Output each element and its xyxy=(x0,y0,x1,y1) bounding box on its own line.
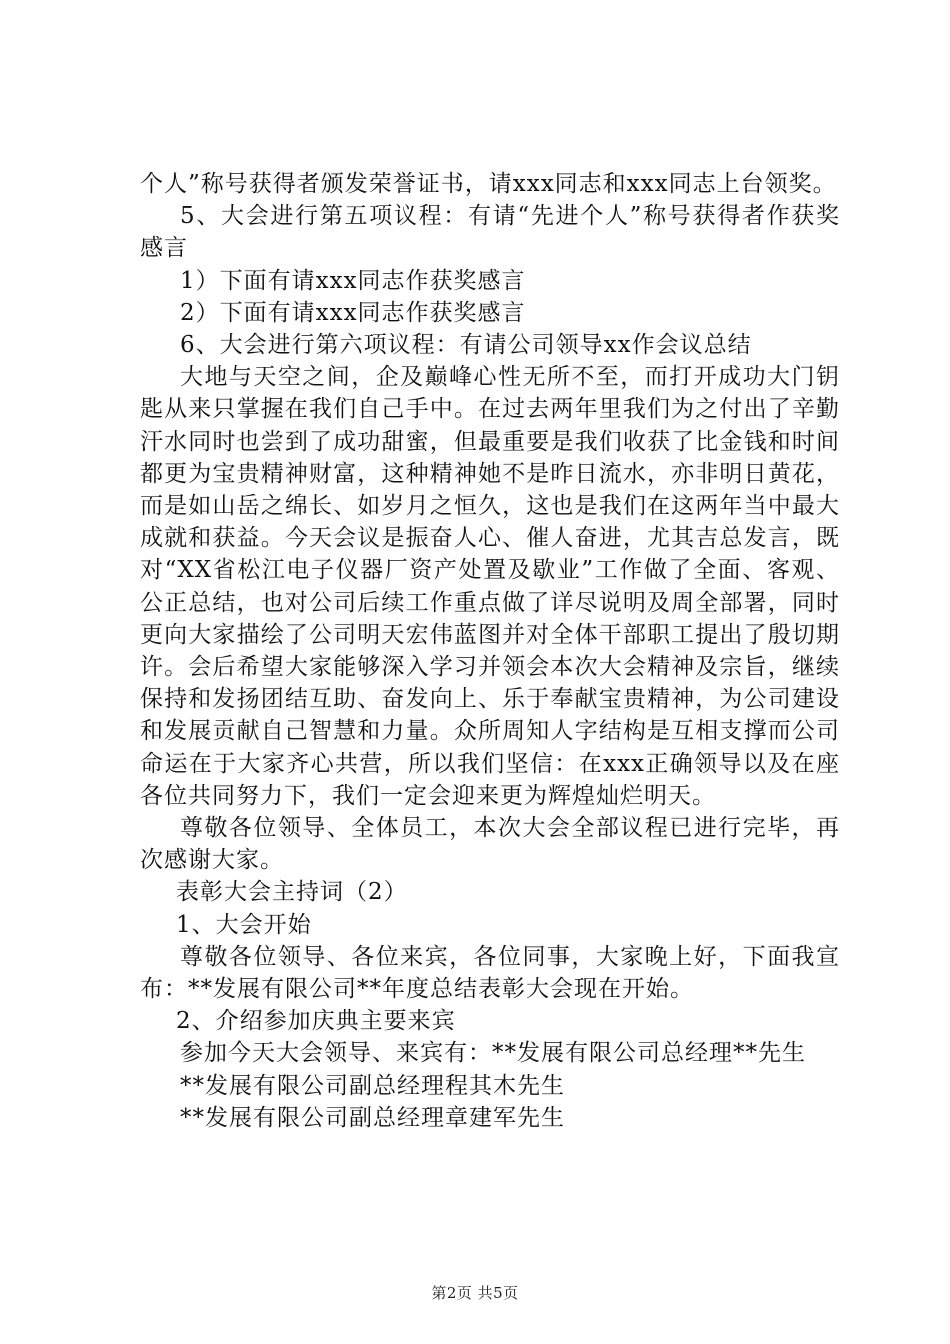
paragraph-summary-speech: 大地与天空之间，企及巅峰心性无所不至，而打开成功大门钥匙从来只掌握在我们自己手中。在过去两年里我们为之付出了辛勤汗水同时也尝到了成功甜蜜，但最重要是我们收获了比金钱和时间都更为宝贵精神财富，这种精神她不是昨日流水，亦非明日黄花，而是如山岳之绵长、如岁月之恒久，这也是我们在这两年当中最大成就和获益。今天会议是振奋人心、催人奋进，尤其吉总发言，既对“XX省松江电子仪器厂资产处置及歇业”工作做了全面、客观、公正总结，也对公司后续工作重点做了详尽说明及周全部署，同时更向大家描绘了公司明天宏伟蓝图并对全体干部职工提出了殷切期许。会后希望大家能够深入学习并领会本次大会精神及宗旨，继续保持和发扬团结互助、奋发向上、乐于奉献宝贵精神，为公司建设和发展贡献自己智慧和力量。众所周知人字结构是互相支撑而公司命运在于大家齐心共营，所以我们坚信：在xxx正确领导以及在座各位共同努力下，我们一定会迎来更为辉煌灿烂明天。 xyxy=(140,364,840,809)
paragraph-meeting-start: 1、大会开始 xyxy=(176,911,312,938)
paragraph-welcome: 尊敬各位领导、各位来宾，各位同事，大家晚上好，下面我宣布：**发展有限公司**年度总结表彰大会现在开始。 xyxy=(140,943,840,1003)
paragraph-speech-1: 1）下面有请xxx同志作获奖感言 xyxy=(180,267,526,294)
paragraph-guests-intro: 2、介绍参加庆典主要来宾 xyxy=(176,1008,456,1035)
paragraph-agenda-item-5: 5、大会进行第五项议程：有请“先进个人”称号获得者作获奖感言 xyxy=(140,203,840,262)
paragraph-speech-2: 2）下面有请xxx同志作获奖感言 xyxy=(180,299,526,326)
document-body xyxy=(140,168,840,1134)
paragraph-continuation: 个人”称号获得者颁发荣誉证书，请xxx同志和xxx同志上台领奖。 xyxy=(140,171,837,197)
section-heading: 表彰大会主持词（2） xyxy=(176,879,408,906)
page-footer: 第2页 共5页 xyxy=(431,1284,519,1302)
paragraph-guests-list: 参加今天大会领导、来宾有：**发展有限公司总经理**先生 xyxy=(180,1040,806,1067)
paragraph-agenda-item-6: 6、大会进行第六项议程：有请公司领导xx作会议总结 xyxy=(180,332,752,359)
paragraph-guest-2: **发展有限公司副总经理章建军先生 xyxy=(180,1104,565,1131)
paragraph-closing: 尊敬各位领导、全体员工，本次大会全部议程已进行完毕，再次感谢大家。 xyxy=(140,815,840,874)
paragraph-guest-1: **发展有限公司副总经理程其木先生 xyxy=(180,1072,565,1099)
